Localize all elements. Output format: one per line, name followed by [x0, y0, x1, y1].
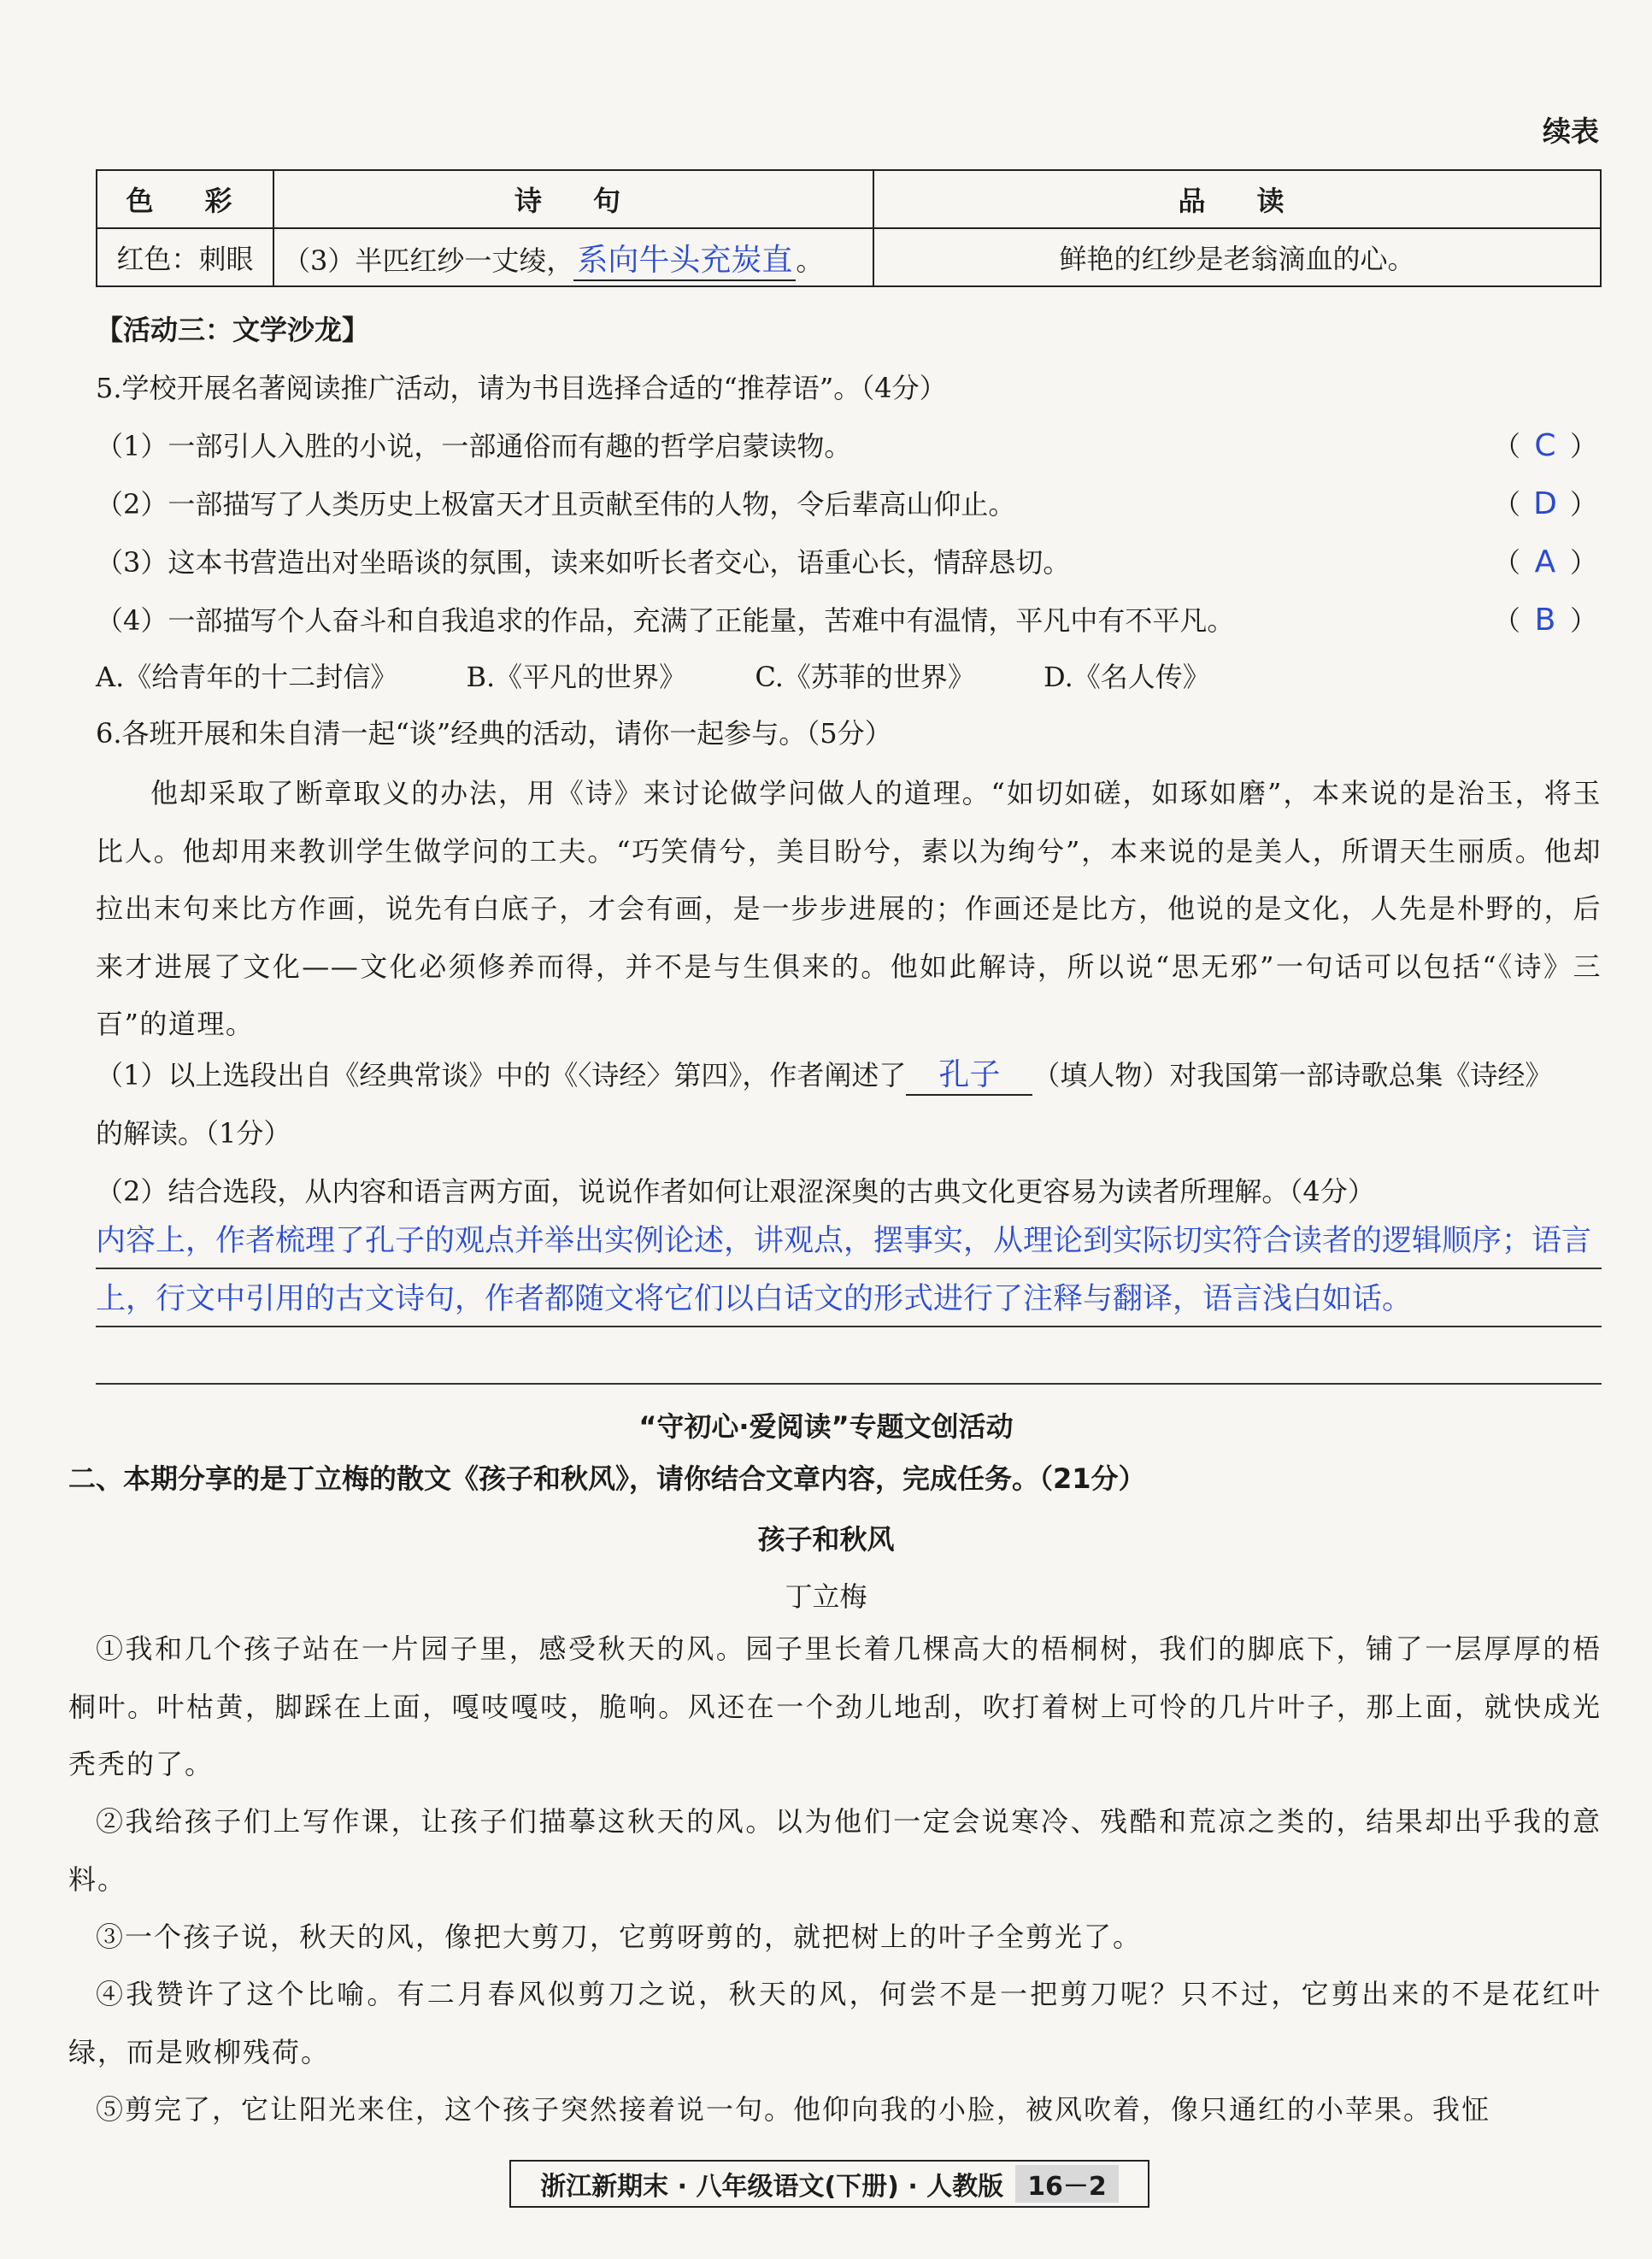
verse-suffix: 。 [796, 244, 824, 277]
article-paragraph-5: ⑤剪完了，它让阳光来住，这个孩子突然接着说一句。他仰向我的小脸，被风吹着，像只通红的小苹果。我怔 [96, 2093, 1491, 2126]
q6-sub1 [96, 1058, 1552, 1096]
article-title: 孩子和秋风 [757, 1523, 895, 1556]
q6-sub1-prefix: （1）以上选段出自《经典常谈》中的《〈诗经〉第四》，作者阐述了 [96, 1059, 907, 1091]
q6-sub2-answer: 内容上，作者梳理了孔子的观点并举出实例论述，讲观点，摆事实，从理论到实际切实符合读者的逻辑顺序；语言上，行文中引用的古文诗句，作者都随文将它们以白话文的形式进行了注释与翻译，语言浅白如话。 [96, 1224, 1592, 1316]
article-paragraph-4: ④我赞许了这个比喻。有二月春风似剪刀之说，秋天的风，何尝不是一把剪刀呢？只不过，它剪出来的不是花红叶绿，而是败柳残荷。 [68, 1978, 1602, 2068]
verse-prefix: （3）半匹红纱一丈绫， [283, 244, 574, 277]
continued-label: 续表 [1543, 115, 1599, 148]
article-paragraph-3: ③一个孩子说，秋天的风，像把大剪刀，它剪呀剪的，就把树上的叶子全剪光了。 [96, 1921, 1143, 1953]
q6-sub1-answer: 孔子 [906, 1058, 1032, 1096]
article-author: 丁立梅 [785, 1580, 867, 1613]
q5-options [96, 660, 1270, 694]
q6-stem: 6.各班开展和朱自清一起“谈”经典的活动，请你一起参与。（5分） [96, 717, 892, 750]
q5-item-1: （1）一部引人入胜的小说，一部通俗而有趣的哲学启蒙读物。 [96, 430, 852, 462]
cell-verse [273, 228, 873, 286]
color-poem-table [96, 169, 1602, 287]
table-header-row [97, 170, 1601, 228]
article-paragraph-2: ②我给孩子们上写作课，让孩子们描摹这秋天的风。以为他们一定会说寒冷、残酷和荒凉之类的，结果却出乎我的意料。 [68, 1805, 1602, 1896]
footer-text: 浙江新期末 · 八年级语文(下册) · 人教版 [540, 2172, 1004, 2202]
page-number: 16－2 [1015, 2165, 1119, 2203]
q5-option-a: A.《给青年的十二封信》 [96, 661, 398, 693]
answer-rule-2 [96, 1326, 1602, 1327]
answer-rule-1 [96, 1268, 1602, 1269]
q6-sub2: （2）结合选段，从内容和语言两方面，说说作者如何让艰涩深奥的古典文化更容易为读者所理解。（4分） [96, 1175, 1375, 1208]
q5-item-3: （3）这本书营造出对坐晤谈的氛围，读来如听长者交心，语重心长，情辞恳切。 [96, 546, 1071, 579]
header-verse: 诗 句 [273, 170, 873, 228]
q5-item-2: （2）一部描写了人类历史上极富天才且贡献至伟的人物，令后辈高山仰止。 [96, 488, 1016, 521]
q6-passage: 他却采取了断章取义的办法，用《诗》来讨论做学问做人的道理。“如切如磋，如琢如磨”，本来说的是治玉，将玉比人。他却用来教训学生做学问的工夫。“巧笑倩兮，美目盼兮，素以为绚兮”，本来说的是美人，所谓天生丽质。他却拉出末句来比方作画，说先有白底子，才会有画，是一步步进展的；作画还是比方，他说的是文化，人先是朴野的，后来才进展了文化——文化必须修养而得，并不是与生俱来的。他如此解诗，所以说“思无邪”一句话可以包括“《诗》三百”的道理。 [96, 777, 1602, 1040]
footer-banner [509, 2160, 1149, 2208]
q5-answer-3: （ A ） [1492, 544, 1597, 579]
q5-option-c: C.《苏菲的世界》 [755, 661, 975, 693]
q5-answer-1: （ C ） [1492, 428, 1597, 463]
q5-stem: 5.学校开展名著阅读推广活动，请为书目选择合适的“推荐语”。（4分） [96, 372, 947, 404]
q6-sub1-line2: 的解读。（1分） [96, 1117, 291, 1150]
header-color: 色 彩 [97, 170, 273, 228]
article-paragraph-1: ①我和几个孩子站在一片园子里，感受秋天的风。园子里长着几棵高大的梧桐树，我们的脚底下，铺了一层厚厚的梧桐叶。叶枯黄，脚踩在上面，嘎吱嘎吱，脆响。风还在一个劲儿地刮，吹打着树上可怜的几片叶子，那上面，就快成光秃秃的了。 [68, 1632, 1602, 1780]
section-title: “守初心·爱阅读”专题文创活动 [638, 1410, 1014, 1443]
cell-color: 红色：刺眼 [97, 228, 273, 286]
table-row [97, 228, 1601, 286]
q5-option-d: D.《名人传》 [1044, 661, 1210, 693]
part2-stem: 二、本期分享的是丁立梅的散文《孩子和秋风》，请你结合文章内容，完成任务。（21分） [68, 1462, 1146, 1495]
activity3-title: 【活动三：文学沙龙】 [96, 314, 370, 346]
verse-answer: 系向牛头充炭直 [573, 243, 796, 281]
cell-reading: 鲜艳的红纱是老翁滴血的心。 [873, 228, 1601, 286]
q5-item-4: （4）一部描写个人奋斗和自我追求的作品，充满了正能量，苦难中有温情，平凡中有不平凡。 [96, 604, 1235, 637]
q5-option-b: B.《平凡的世界》 [466, 661, 687, 693]
q5-answer-4: （ B ） [1492, 603, 1597, 638]
q5-answer-2: （ D ） [1492, 486, 1597, 521]
header-reading: 品 读 [873, 170, 1601, 228]
q6-sub1-suffix: （填人物）对我国第一部诗歌总集《诗经》 [1032, 1059, 1553, 1091]
answer-rule-3 [96, 1383, 1602, 1385]
